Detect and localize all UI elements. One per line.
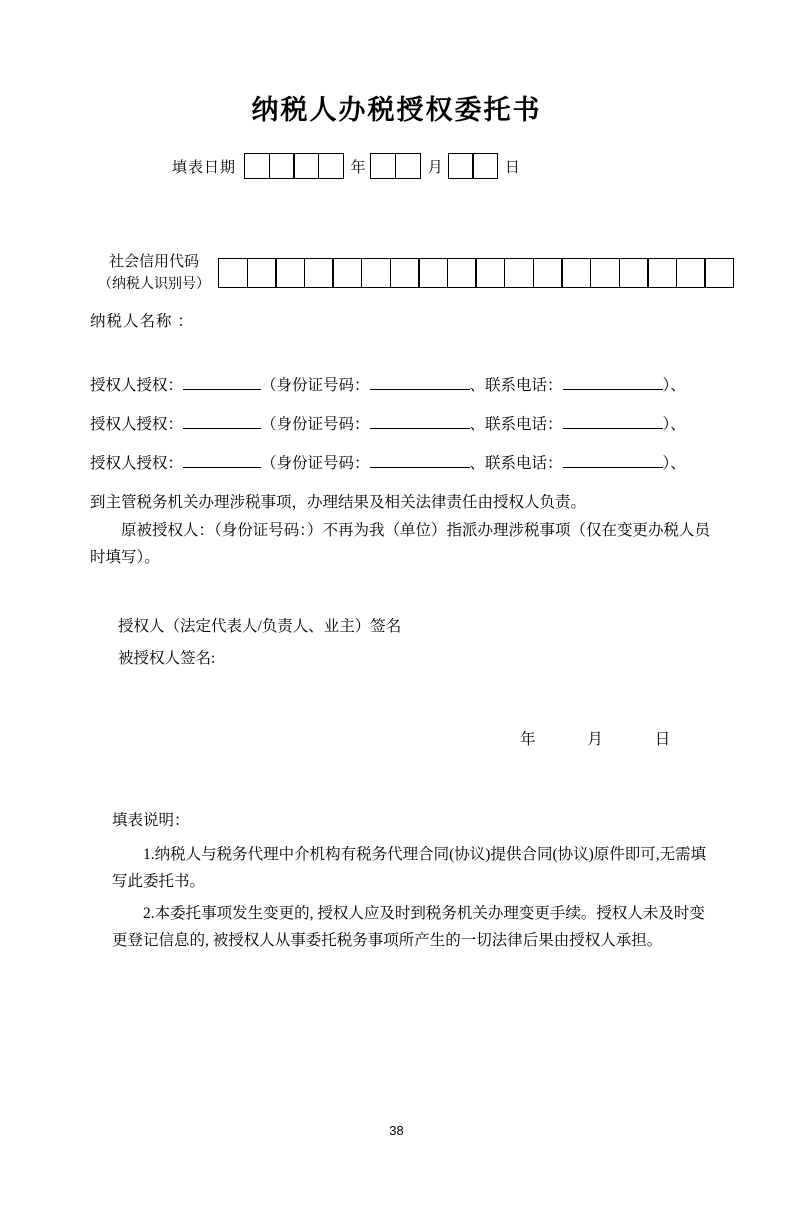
- day-box-group[interactable]: [448, 153, 497, 179]
- credit-code-box[interactable]: [275, 258, 305, 288]
- signature-date-month: 月: [587, 731, 604, 748]
- auth-id-label: （身份证号码：: [261, 376, 370, 394]
- credit-code-box[interactable]: [533, 258, 563, 288]
- credit-code-label: [98, 251, 210, 295]
- credit-code-box[interactable]: [504, 258, 534, 288]
- year-box[interactable]: [244, 153, 270, 179]
- auth-id-label: （身份证号码：: [261, 454, 370, 472]
- fill-date-row: [0, 153, 793, 179]
- year-box[interactable]: [269, 153, 295, 179]
- instructions-title: 填表说明：: [112, 812, 190, 829]
- auth-prefix: 授权人授权：: [90, 376, 184, 394]
- authorization-line: [90, 451, 793, 473]
- credit-code-box[interactable]: [304, 258, 334, 288]
- signature-date-year: 年: [520, 731, 537, 748]
- credit-code-label-line2: （纳税人识别号）: [98, 276, 210, 292]
- year-box-group[interactable]: [244, 153, 342, 179]
- agent-signature-line: 被授权人签名:: [118, 650, 216, 668]
- authorizer-signature-line: 授权人（法定代表人/负责人、业主）签名: [118, 618, 402, 636]
- credit-code-box[interactable]: [247, 258, 277, 288]
- credit-code-box[interactable]: [704, 258, 734, 288]
- day-box[interactable]: [472, 153, 498, 179]
- instructions-section: [0, 807, 793, 955]
- auth-suffix: ）、: [662, 415, 686, 433]
- auth-name-field[interactable]: [183, 467, 261, 468]
- auth-phone-label: 、联系电话：: [469, 454, 563, 472]
- auth-phone-label: 、联系电话：: [469, 415, 563, 433]
- auth-id-label: （身份证号码：: [261, 415, 370, 433]
- page-number: 38: [389, 1123, 404, 1138]
- credit-code-box[interactable]: [619, 258, 649, 288]
- instructions-item: 2.本委托事项发生变更的, 授权人应及时到税务机关办理变更手续。授权人未及时变更登记信息的, 被授权人从事委托税务事项所产生的一切法律后果由授权人承担。: [112, 904, 705, 950]
- auth-suffix: ）、: [662, 376, 686, 394]
- signature-date-line: [0, 727, 793, 749]
- credit-code-box[interactable]: [332, 258, 362, 288]
- credit-code-box[interactable]: [475, 258, 505, 288]
- credit-code-box[interactable]: [590, 258, 620, 288]
- month-box[interactable]: [395, 153, 421, 179]
- day-box[interactable]: [448, 153, 474, 179]
- auth-id-field[interactable]: [370, 467, 470, 468]
- authorization-lines: [0, 373, 793, 473]
- auth-id-field[interactable]: [370, 428, 470, 429]
- authorization-line: [90, 412, 793, 434]
- auth-phone-field[interactable]: [563, 467, 663, 468]
- auth-name-field[interactable]: [183, 389, 261, 390]
- former-agent-paragraph: 原被授权人：（身份证号码：）不再为我（单位）指派办理涉税事项（仅在变更办税人员时填写）。: [90, 522, 711, 566]
- year-unit-label: 年: [350, 159, 366, 176]
- credit-code-box[interactable]: [390, 258, 420, 288]
- year-box[interactable]: [318, 153, 344, 179]
- credit-code-box[interactable]: [218, 258, 248, 288]
- responsibility-paragraph: 到主管税务机关办理涉税事项，办理结果及相关法律责任由授权人负责。: [90, 493, 587, 511]
- credit-code-box[interactable]: [418, 258, 448, 288]
- year-box[interactable]: [293, 153, 319, 179]
- credit-code-box-group[interactable]: [218, 258, 733, 288]
- signature-block: [0, 611, 793, 675]
- taxpayer-name-label: 纳税人名称 ：: [90, 312, 194, 330]
- credit-code-box[interactable]: [647, 258, 677, 288]
- credit-code-box[interactable]: [447, 258, 477, 288]
- credit-code-box[interactable]: [361, 258, 391, 288]
- signature-date-day: 日: [654, 731, 672, 748]
- auth-phone-label: 、联系电话：: [469, 376, 563, 394]
- auth-phone-field[interactable]: [563, 428, 663, 429]
- fill-date-label: 填表日期: [172, 159, 237, 176]
- credit-code-box[interactable]: [676, 258, 706, 288]
- auth-prefix: 授权人授权：: [90, 415, 184, 433]
- auth-name-field[interactable]: [183, 428, 261, 429]
- credit-code-label-line1: 社会信用代码: [108, 254, 199, 270]
- page-title: 纳税人办税授权委托书: [251, 95, 542, 125]
- auth-prefix: 授权人授权：: [90, 454, 184, 472]
- auth-phone-field[interactable]: [563, 389, 663, 390]
- month-box[interactable]: [370, 153, 396, 179]
- day-unit-label: 日: [504, 159, 520, 176]
- instructions-item: 1.纳税人与税务代理中介机构有税务代理合同(协议)提供合同(协议)原件即可,无需填写此委托书。: [112, 845, 707, 891]
- month-box-group[interactable]: [370, 153, 419, 179]
- authorization-line: [90, 373, 793, 395]
- month-unit-label: 月: [427, 159, 443, 176]
- auth-suffix: ）、: [662, 454, 686, 472]
- credit-code-box[interactable]: [561, 258, 591, 288]
- credit-code-row: [0, 251, 793, 295]
- auth-id-field[interactable]: [370, 389, 470, 390]
- document-page: [0, 88, 793, 1210]
